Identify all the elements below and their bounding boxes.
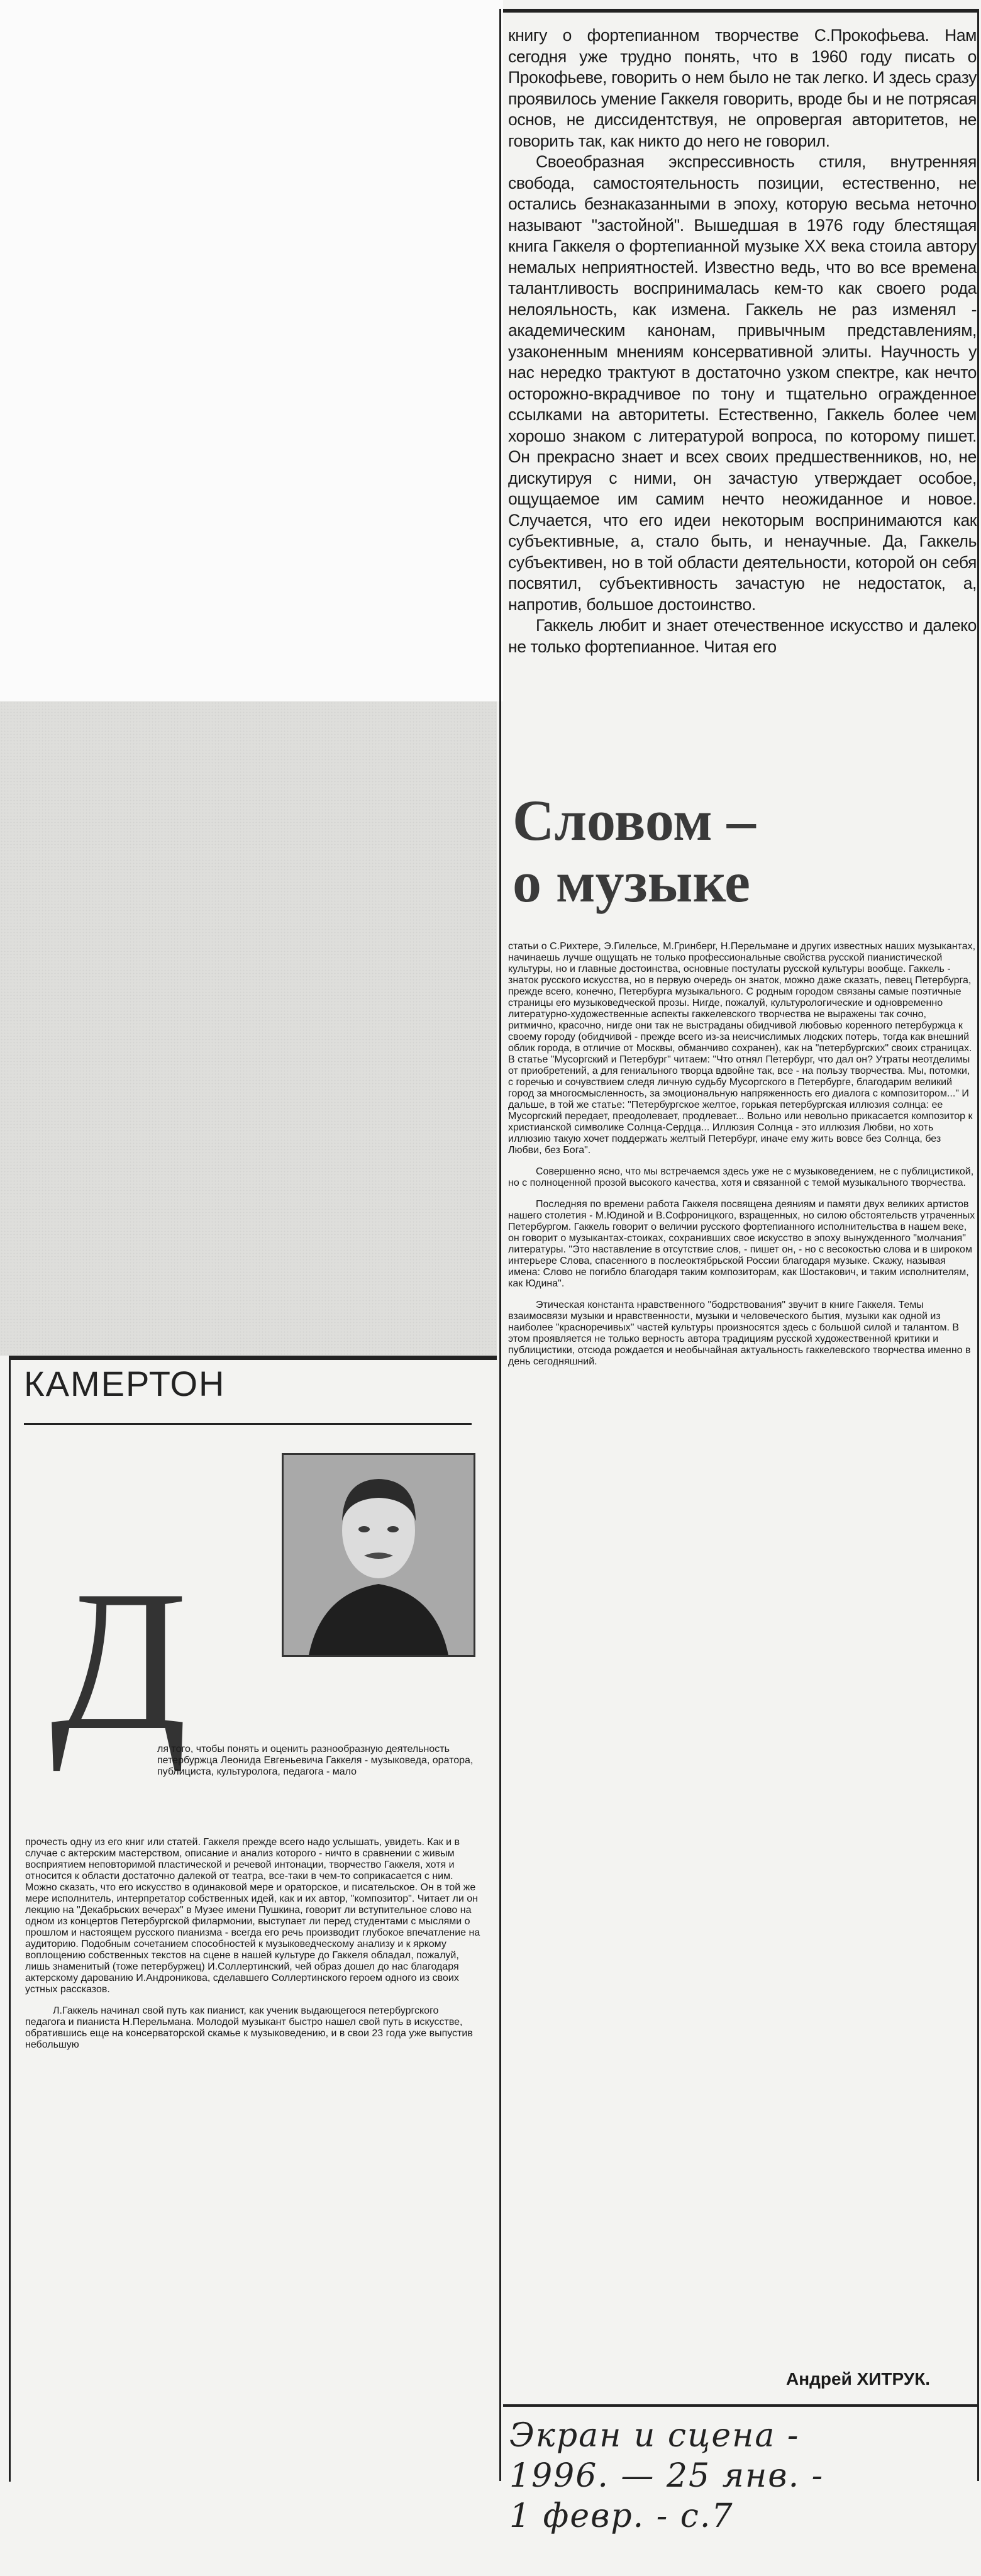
rubric-top-rule — [9, 1356, 497, 1360]
author-signature: Андрей ХИТРУК. — [786, 2369, 931, 2389]
right-column-bottom — [508, 931, 977, 1378]
left-column-intro — [157, 1734, 481, 1788]
blank-paper-area — [0, 0, 503, 701]
headline-line: о музыке — [513, 850, 751, 914]
handwritten-line: 1 февр. - с.7 — [509, 2497, 734, 2535]
left-column-body — [25, 1827, 481, 2061]
handwritten-line: 1996. — 25 янв. - — [509, 2457, 824, 2495]
article-headline — [513, 789, 756, 913]
rubric-title: КАМЕРТОН — [24, 1364, 226, 1403]
paragraph: Своеобразная экспрессивность стиля, внутренняя свобода, самостоятельность позиции, естественно, не остались безнаказанными в эпоху, которую весьма неточно называют "застойной". Вышедшая в 1976 году блестящая книга Гаккеля о фортепианной музыке XX века стоила автору немалых неприятностей. Известно ведь, что во все времена талантливость воспринималась кем-то как своего рода нелояльность, как измена. Гаккель не раз изменял - академическим канонам, привычным представлениям, узаконенным мнениям консервативной элиты. Научность у нас нередко трактуют в достаточно узком спектре, как нечто осторожно-вкрадчивое по тону и тщательно огражденное ссылками на авторитеты. Естественно, Гаккель более чем хорошо знаком с литературой вопроса, по которому пишет. Он прекрасно знает и всех своих предшественников, но, не дискутируя с ними, он зачастую утверждает особое, ощущаемое им самим нечто неожиданное и новое. Случается, что его идеи некоторым воспринимаются как субъективные, а, стало быть, и ненаучные. Да, Гаккель субъективен, но в той области деятельности, которой он себя посвятил, субъективность зачастую не недостаток, а, напротив, большое достоинство. — [508, 152, 977, 614]
paragraph: Совершенно ясно, что мы встречаемся здесь уже не с музыковедением, не с публицистикой, но с полноценной прозой высокого качества, хотя и связанной с темой музыкального творчества. — [508, 1166, 974, 1188]
portrait-image — [284, 1455, 474, 1655]
handwritten-citation — [509, 2416, 975, 2536]
paragraph: ля того, чтобы понять и оценить разнообразную деятельность петербуржца Леонида Евгеньевича Гаккеля - музыковеда, оратора, публициста, культуролога, педагога - мало — [157, 1744, 474, 1777]
paragraph: Гаккель любит и знает отечественное искусство и далеко не только фортепианное. Читая его — [508, 616, 977, 656]
paragraph: Этическая константа нравственного "бодрствования" звучит в книге Гаккеля. Темы взаимосвязи музыки и нравственности, музыки и человеческого бытия, музыки как одной из наиболее "красноречивых" частей культуры произносятся здесь с большой силой и талантом. В этом проявляется не только верность автора традициям русской художественной критики и публицистики, отсюда рождается и необычайная актуальность гаккелевского творчества именно в день сегодняшний. — [508, 1300, 971, 1367]
paragraph: Последняя по времени работа Гаккеля посвящена деяниям и памяти двух великих артистов нашего столетия - М.Юдиной и В.Софроницкого, взращенных, но силою обстоятельств утраченных Петербургом. Гаккель говорит о величии русского фортепианного исполнительства в нашем веке, он говорит о музыкантах-стоиках, сохранивших свое искусство в эпоху вынужденного "молчания" литературы. "Это наставление в отсутствие слов, - пишет он, - но с весокостью слова и в широком интерьере Слова, спасенного в послеоктябрьской России благодаря музыке. Скажу, называя имена: Слово не погибло благодаря таким композиторам, как Шостакович, и таким исполнителям, как Юдина". — [508, 1199, 975, 1289]
handwritten-line: Экран и сцена - — [509, 2417, 800, 2455]
paragraph: Л.Гаккель начинал свой путь как пианист, как ученик выдающегося петербургского педагога и пианиста Н.Перельмана. Молодой музыкант быстро нашел свой путь в искусстве, обратившись еще на консерваторской скамье к музыковедению, и в свои 23 года уже выпустив небольшую — [25, 2005, 473, 2050]
author-portrait — [282, 1453, 475, 1657]
gray-paper-area — [0, 701, 497, 1356]
top-rule — [503, 9, 978, 13]
note-rule — [503, 2404, 978, 2407]
box-left-rule — [9, 1356, 11, 2482]
column-rule-right — [977, 9, 979, 2481]
drop-cap: Д — [50, 1549, 188, 1772]
rubric-under-rule — [24, 1423, 472, 1425]
headline-line: Словом – — [513, 788, 756, 852]
paragraph: статьи о С.Рихтере, Э.Гилельсе, М.Гринберг, Н.Перельмане и других известных наших музыкантах, начинаешь лучше ощущать не только профессиональные свойства русской пианистической культуры, но и главные достоинства, основные постулаты русской культуры вообще. Гаккель - знаток русского искусства, но в первую очередь он знаток, можно даже сказать, певец Петербурга, прежде всего, конечно, Петербурга музыкального. С родным городом связаны самые поэтичные страницы его музыковедческой прозы. Нигде, пожалуй, культурологические и одновременно литературно-художественные аспекты гаккелевского творчества не выражены так сочно, ритмично, красочно, нигде они так не выстраданы обидчивой любовью коренного петербуржца к своему городу (обидчивой - прежде всего из-за неисчислимых людских потерь, тогда как внешний облик города, в отличие от Москвы, обманчиво сохранен), как на "петербургских" своих страницах. В статье "Мусоргский и Петербург" читаем: "Что отнял Петербург, что дал он? Утраты неотделимы от приобретений, а для гениального творца вдвойне так, все - на пользу творчества. Мы, потомки, с горечью и сочувствием следя личную судьбу Мусоргского в Петербурге, благодарим великий город за многосмысленность, за эмоциональную напряженность его диалога с композитором..." И дальше, в той же статье: "Петербургское желтое, горькая петербургская иллюзия солнца: ее Мусоргский передает, преодолевает, продлевает... Вольно или невольно прикасается композитор к христианской символике Солнца-Сердца... Иллюзия Солнца - это иллюзия Любви, но хоть иллюзию такую хочет поддержать желтый Петербург, иначе ему жить вовсе без Солнца, без Любви, без Бога". — [508, 941, 976, 1156]
paragraph: книгу о фортепианном творчестве С.Прокофьева. Нам сегодня уже трудно понять, что в 1960 году писать о Прокофьеве, говорить о нем было не так легко. И здесь сразу проявилось умение Гаккеля говорить, вроде бы и не потрясая основ, не диссидентствуя, не опровергая авторитетов, не говорить так, как никто до него не говорил. — [508, 26, 977, 150]
column-rule-left — [499, 9, 501, 2481]
right-column-top — [508, 25, 977, 657]
paragraph: прочесть одну из его книг или статей. Гаккеля прежде всего надо услышать, увидеть. Как и в случае с актерским мастерством, описание и анализ которого - ничто в сравнении с живым восприятием неповторимой пластической и речевой интонации, творчество Гаккеля, хотя и относится к области достаточно далекой от театра, все-таки в чем-то соприкасается с ним. Можно сказать, что его искусство в одинаковой мере и ораторское, и писательское. Он в той же мере исполнитель, интерпретатор собственных идей, как и их автор, "композитор". Читает ли он лекцию на "Декабрьских вечерах" в Музее имени Пушкина, говорит ли вступительное слово на одном из концертов Петербургской филармонии, выступает ли перед студентами с мыслями о прошлом и настоящем русского пианизма - всегда его речь производит глубокое впечатление на аудиторию. Подобным сочетанием способностей к музыковедческому анализу и к яркому воплощению собственных текстов на сцене в нашей культуре до Гаккеля обладал, пожалуй, лишь знаменитый (тоже петербуржец) И.Соллертинский, чей образ дошел до нас благодаря актерскому дарованию И.Андроникова, сделавшего Соллертинского героем одного из своих устных рассказов. — [25, 1837, 480, 1995]
